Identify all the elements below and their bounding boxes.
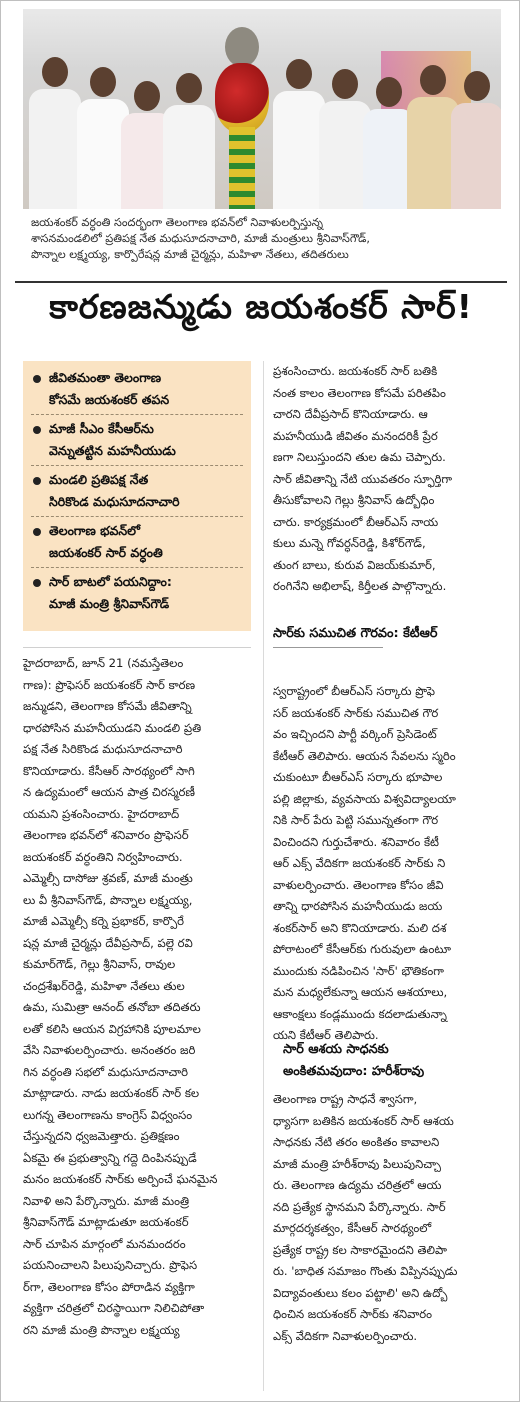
- article-line: తెలంగాణ భవన్‌లో శనివారం ప్రొఫెసర్: [23, 828, 189, 842]
- article-line: ర్‌గా, తెలంగాణ కోసం పోరాడిన వ్యక్తిగా: [23, 1279, 195, 1294]
- article-line: చంద్రశేఖర్‌రెడ్డి, మహిళా నేతలు తుల: [23, 978, 185, 993]
- article-line: ధ్యాసగా బతికిన జయశంకర్ సార్ ఆశయ: [273, 1113, 454, 1128]
- photo-person: [451, 71, 501, 209]
- article-line: యని కేటీఆర్ తెలిపారు.: [273, 1028, 379, 1042]
- divider: [31, 414, 243, 415]
- highlight-line: సార్ బాటలో పయనిద్దాం:: [49, 574, 172, 589]
- article-line: పక్ష నేత సిరికొండ మధుసూదనాచారి: [23, 742, 183, 756]
- highlight-line: మండలి ప్రతిపక్ష నేత: [49, 472, 149, 487]
- article-line: తీసుకోవాలని గెల్లు శ్రీనివాస్ ఉద్బోధిం: [273, 493, 435, 507]
- subhead-underline: [273, 647, 383, 648]
- highlight-line: తెలంగాణ భవన్‌లో: [49, 523, 141, 538]
- article-line: పయనించాలని పిలుపునిచ్చారు. ప్రొఫెస: [23, 1258, 198, 1272]
- article-line: లుగన్న తెలంగాణను కాంగ్రెస్ విధ్వంసం: [23, 1107, 193, 1122]
- photo-person: [29, 57, 81, 209]
- article-line: పోరాటంలో కేసీఆర్‌కు గురువులా ఉంటూ: [273, 942, 452, 956]
- article-line: ధారపోసిన మహనీయుడని మండలి ప్రతి: [23, 720, 202, 735]
- highlight-line: సిరికొండ మధుసూదనాచారి: [49, 494, 180, 509]
- divider: [31, 567, 243, 568]
- article-line: నది ప్రత్యేక స్థానమని పేర్కొన్నారు. సార్: [273, 1199, 446, 1214]
- article-left-column: [23, 653, 253, 1341]
- article-line: జయశంకర్ వర్ధంతిని నిర్వహించారు.: [23, 849, 183, 864]
- article-line: విద్యావంతులు కలం పట్టాలి' అని ఉద్బో: [273, 1285, 448, 1300]
- article-line: తుంగ బాలు, కురువ విజయ్‌కుమార్,: [273, 557, 436, 572]
- highlight-line: జీవితమంతా తెలంగాణ: [49, 370, 162, 385]
- article-line: మాజీ మంత్రి హరీశ్‌రావు పిలుపునిచ్చా: [273, 1156, 441, 1171]
- article-line: ముందుకు నడిపించిన 'సార్' భౌతికంగా: [273, 963, 444, 978]
- article-line: రంగినేని అభిలాష్, కిర్తీలత పాల్గొన్నారు.: [273, 579, 447, 593]
- article-line: మన మధ్యలేకున్నా ఆయన ఆశయాలు,: [273, 985, 448, 999]
- divider: [23, 647, 251, 648]
- article-line: మార్గదర్శకత్వం, కేసీఆర్ సారథ్యంలో: [273, 1221, 432, 1235]
- article-line: గిన వర్ధంతి సభలో మధుసూదనాచారి: [23, 1064, 189, 1079]
- caption-line: శాసనమండలిలో ప్రతిపక్ష నేత మధుసూదనాచారి, మాజీ మంత్రులు శ్రీనివాస్‌గౌడ్,: [31, 232, 370, 245]
- article-line: ఎమ్మెల్సీ దాసోజు శ్రవణ్, మాజీ మంత్రు: [23, 871, 193, 885]
- article-line: ఏకమై ఈ ప్రభుత్వాన్ని గద్దె దింపినప్పుడే: [23, 1150, 197, 1165]
- highlight-line: వెన్నుతట్టిన మహనీయుడు: [49, 443, 176, 458]
- bullet-icon: [33, 426, 41, 434]
- highlight-item: [31, 469, 243, 513]
- article-harish-section: [273, 1089, 505, 1347]
- article-line: న ఉద్యమంలో ఆయన పాత్ర చిరస్మరణీ: [23, 785, 195, 799]
- article-line: కుమార్‌గౌడ్, గెల్లు శ్రీనివాస్, రావుల: [23, 957, 176, 971]
- article-line: వాళులర్పించారు. తెలంగాణ కోసం జీవి: [273, 877, 444, 892]
- article-line: నివాళి అని పేర్కొన్నారు. మాజీ మంత్రి: [23, 1193, 190, 1208]
- article-line: చుకుంటూ బీఆర్‌ఎస్ సర్కారు భూపాల: [273, 770, 443, 784]
- article-line: ఎక్స్ వేదికగా నివాళులర్పించారు.: [273, 1328, 418, 1343]
- article-line: స్వరాష్ట్రంలో బీఆర్‌ఎస్ సర్కారు ప్రొఫె: [273, 684, 435, 698]
- article-line: వేసి నివాళులర్పించారు. అనంతరం జరి: [23, 1043, 196, 1057]
- article-line: ణగా నిలుస్తుందని తుల ఉమ చెప్పారు.: [273, 450, 446, 464]
- article-line: వం ఇచ్చిందని పార్టీ వర్కింగ్ ప్రెసిడెంట్: [273, 727, 437, 741]
- event-photo: [23, 9, 501, 209]
- article-line: నంత కాలం తెలంగాణ కోసమే పరితపిం: [273, 385, 446, 400]
- article-line: మనం జయశంకర్ సార్‌కు అర్పించే ఘనమైన: [23, 1172, 218, 1186]
- bullet-icon: [33, 477, 41, 485]
- bullet-icon: [33, 375, 41, 383]
- highlight-line: జయశంకర్ సార్ వర్ధంతి: [49, 545, 163, 560]
- highlight-item: [31, 418, 243, 462]
- article-line: ధించిన జయశంకర్ సార్‌కు శనివారం: [273, 1307, 433, 1321]
- photo-person: [163, 73, 215, 209]
- subhead-ktr: [273, 623, 437, 648]
- highlight-item: [31, 571, 243, 615]
- article-ktr-section: [273, 681, 505, 1047]
- divider: [31, 516, 243, 517]
- article-line: సార్ చూపిన మార్గంలో మనమందరం: [23, 1236, 186, 1251]
- article-line: లతో కలిసి ఆయన విగ్రహానికి పూలమాల: [23, 1021, 201, 1036]
- photo-person: [273, 59, 325, 209]
- article-line: కొనియాడారు. కేసీఆర్ సారథ్యంలో సాగి: [23, 763, 195, 778]
- article-line: కేటీఆర్ తెలిపారు. ఆయన సేవలను స్మరిం: [273, 748, 456, 763]
- article-line: ప్రత్యేక రాష్ట్ర కల సాకారమైందని తెలిపా: [273, 1242, 447, 1257]
- article-line: వించిందని గుర్తుచేశారు. శనివారం కేటీ: [273, 834, 439, 849]
- article-right-column-top: [273, 361, 505, 598]
- article-line: ఉమ, సుమిత్రా ఆనంద్ తనోబా తదితరు: [23, 1000, 201, 1014]
- column-divider: [263, 361, 264, 1391]
- article-line: షన్ల మాజీ చైర్మన్లు దేవీప్రసాద్, పల్లె రవి: [23, 935, 193, 950]
- article-line: శ్రీనివాస్‌గౌడ్ మాట్లాడుతూ జయశంకర్: [23, 1215, 189, 1229]
- article-line: తెలంగాణ రాష్ట్ర సాధనే శ్వాసగా,: [273, 1092, 418, 1106]
- article-line: గాణ): ప్రొఫెసర్ జయశంకర్ సార్ కారణ: [23, 677, 196, 692]
- subhead-text: సార్‌కు సముచిత గౌరవం: కేటీఆర్: [273, 626, 438, 641]
- article-line: ఆకాంక్షలు కండ్లముందు కదలాడుతున్నా: [273, 1006, 447, 1021]
- article-line: నికి సార్ పేరు పెట్టి సమున్నతంగా గౌర: [273, 813, 439, 827]
- jayashankar-statue: [219, 27, 265, 209]
- article-line: మహనీయుడి జీవితం మనందరికీ ప్రేర: [273, 428, 438, 443]
- article-line: చేస్తున్నదని ధ్వజమెత్తారు. ప్రతిక్షణం: [23, 1129, 180, 1143]
- article-line: వ్యక్తిగా చరిత్రలో చిరస్థాయిగా నిలిచిపోతా: [23, 1301, 205, 1315]
- subhead-text: సార్ ఆశయ సాధనకు: [283, 1042, 389, 1057]
- article-line: పల్లి జిల్లాకు, వ్యవసాయ విశ్వవిద్యాలయా: [273, 791, 456, 806]
- article-line: కులు మన్నె గోవర్ధన్‌రెడ్డి, కిశోర్‌గౌడ్,: [273, 536, 426, 550]
- headline: కారణజన్ముడు జయశంకర్ సార్!: [15, 281, 507, 337]
- photo-caption: [31, 215, 501, 263]
- article-line: తాన్ని ధారపోసిన మహనీయుడు జయ: [273, 899, 443, 913]
- bullet-icon: [33, 528, 41, 536]
- subhead-harish: [283, 1039, 424, 1083]
- caption-line: జయశంకర్ వర్ధంతి సందర్భంగా తెలంగాణ భవన్‌లో నివాళులర్పిస్తున్న: [31, 216, 323, 229]
- bullet-icon: [33, 579, 41, 587]
- caption-line: పొన్నాల లక్ష్మయ్య, కార్పొరేషన్ల మాజీ చైర్మన్లు, మహిళా నేతలు, తదితరులు: [31, 248, 349, 261]
- article-line: లు వీ శ్రీనివాస్‌గౌడ్, పొన్నాల లక్ష్మయ్య,: [23, 892, 193, 907]
- article-line: సర్ జయశంకర్ సార్‌కు సముచిత గౌర: [273, 705, 439, 720]
- highlight-line: మాజీ మంత్రి శ్రీనివాస్‌గౌడ్: [49, 596, 170, 611]
- article-line: శంకర్‌సార్ అని కొనియాడారు. మలి దశ: [273, 920, 447, 935]
- article-line: చారని దేవీప్రసాద్ కొనియాడారు. ఆ: [273, 407, 428, 421]
- highlight-item: [31, 520, 243, 564]
- article-line: రు. 'బాధిత సమాజం గొంతు విప్పినప్పుడు: [273, 1264, 458, 1278]
- article-line: రు. తెలంగాణ ఉద్యమ చరిత్రలో ఆయ: [273, 1178, 442, 1192]
- article-line: మాజీ ఎమ్మెల్సీ కర్నె ప్రభాకర్, కార్పొరే: [23, 914, 185, 928]
- article-line: ఆర్ ఎక్స్ వేదికగా జయశంకర్ సార్‌కు ని: [273, 856, 446, 870]
- highlights-box: [23, 361, 251, 631]
- divider: [31, 465, 243, 466]
- article-line: చారు. కార్యక్రమంలో బీఆర్‌ఎస్ నాయ: [273, 514, 439, 529]
- article-line: యమని ప్రశంసించారు. హైదరాబాద్: [23, 806, 180, 821]
- article-line: ప్రశంసించారు. జయశంకర్ సార్ బతికి: [273, 364, 438, 378]
- subhead-text: అంకితమవుదాం: హరీశ్‌రావు: [283, 1064, 425, 1079]
- article-line: రని మాజీ మంత్రి పొన్నాల లక్ష్మయ్య: [23, 1322, 180, 1337]
- article-line: సాధనకు నేటి తరం అంకితం కావాలని: [273, 1135, 440, 1149]
- highlight-item: [31, 367, 243, 411]
- article-line: హైదరాబాద్, జూన్ 21 (నమస్తేతెలం: [23, 656, 184, 670]
- article-line: సార్ జీవితాన్ని నేటి యువతరం స్ఫూర్తిగా: [273, 471, 453, 486]
- article-line: జన్ముడని, తెలంగాణ కోసమే జీవితాన్ని: [23, 699, 192, 713]
- highlight-line: మాజీ సీఎం కేసీఆర్‌ను: [49, 421, 154, 436]
- article-line: మాట్లాడారు. నాడు జయశంకర్ సార్ కల: [23, 1086, 200, 1100]
- highlight-line: కోసమే జయశంకర్ తపన: [49, 392, 170, 407]
